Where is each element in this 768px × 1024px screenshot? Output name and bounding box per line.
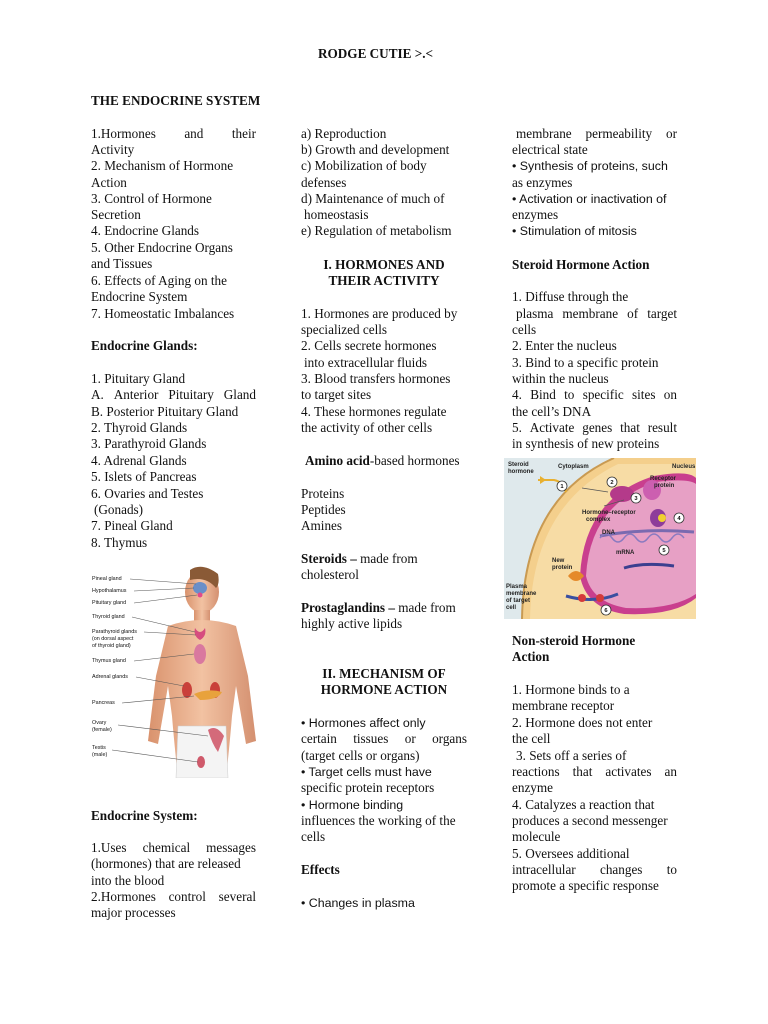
steroids-term: Steroids – bbox=[301, 551, 357, 566]
mechanism-word: or bbox=[404, 731, 416, 746]
diagram-label: Nucleus bbox=[672, 464, 696, 470]
toc-item-6: 6. Effects of Aging on the bbox=[91, 273, 228, 288]
nonsteroid-line-13: promote a specific response bbox=[512, 878, 659, 893]
steroid-word: Activate bbox=[529, 420, 575, 435]
toc-item-6-cont: Endocrine System bbox=[91, 289, 188, 304]
nonsteroid-word: that bbox=[572, 764, 593, 779]
activity-line-6: to target sites bbox=[301, 387, 372, 402]
nonsteroid-line-12 bbox=[512, 862, 677, 878]
toc-word: their bbox=[231, 126, 256, 141]
mechanism-line-6: • Hormone binding bbox=[301, 798, 404, 812]
mechanism-line-4: • Target cells must have bbox=[301, 765, 432, 779]
nonsteroid-line-11: 5. Oversees additional bbox=[512, 846, 630, 861]
toc-item-1 bbox=[91, 126, 256, 142]
steroid-action-heading: Steroid Hormone Action bbox=[512, 257, 650, 272]
steroid-line-8: the cell’s DNA bbox=[512, 404, 592, 419]
figure-label: Thymus gland bbox=[92, 658, 126, 664]
steroid-line-5: 3. Bind to a specific protein bbox=[512, 355, 659, 370]
prostaglandins-rest: made from bbox=[398, 600, 456, 615]
diagram-label: Cytoplasm bbox=[558, 464, 589, 470]
section-1-heading-cont: THEIR ACTIVITY bbox=[328, 273, 440, 288]
process-a: a) Reproduction bbox=[301, 126, 387, 141]
prostaglandins-line bbox=[301, 600, 456, 616]
system-line-3: into the blood bbox=[91, 873, 165, 888]
effects-cont-line-7: • Stimulation of mitosis bbox=[512, 224, 637, 238]
system-word: 1.Uses bbox=[91, 840, 127, 855]
diagram-label: DNA bbox=[602, 530, 615, 536]
steroid-word: to bbox=[564, 387, 575, 402]
diagram-label: protein bbox=[654, 483, 675, 489]
steroid-line-10: in synthesis of new proteins bbox=[512, 436, 660, 451]
toc-item-2-cont: Action bbox=[91, 175, 127, 190]
mechanism-line-7: influences the working of the bbox=[301, 813, 456, 828]
activity-line-5: 3. Blood transfers hormones bbox=[301, 371, 451, 386]
diagram-label: mRNA bbox=[616, 550, 635, 556]
nonsteroid-word: changes bbox=[599, 862, 643, 877]
steroid-word: membrane bbox=[562, 306, 619, 321]
gland-word: Anterior bbox=[113, 387, 159, 402]
hormone-type-proteins: Proteins bbox=[301, 486, 345, 501]
effects-cont-line-3: • Synthesis of proteins, such bbox=[512, 159, 668, 173]
effects-word: membrane bbox=[516, 126, 572, 141]
steroid-word: of bbox=[627, 306, 639, 321]
nonsteroid-line-4: the cell bbox=[512, 731, 551, 746]
mechanism-line-5: specific protein receptors bbox=[301, 780, 435, 795]
diagram-label: hormone bbox=[508, 469, 534, 475]
toc-item-5-cont: and Tissues bbox=[91, 256, 153, 271]
system-line-1 bbox=[91, 840, 256, 856]
steroids-rest: made from bbox=[360, 551, 418, 566]
gland-word: A. bbox=[91, 387, 104, 402]
system-word: several bbox=[218, 889, 256, 904]
process-d-cont: homeostasis bbox=[304, 207, 369, 222]
process-e: e) Regulation of metabolism bbox=[301, 223, 452, 238]
effects-word: or bbox=[666, 126, 677, 141]
step-number: 3 bbox=[634, 496, 638, 502]
figure-label: Pineal gland bbox=[92, 576, 122, 582]
process-d: d) Maintenance of much of bbox=[301, 191, 445, 206]
gland-6: 6. Ovaries and Testes bbox=[91, 486, 204, 501]
system-word: control bbox=[168, 889, 206, 904]
diagram-label: of target bbox=[506, 598, 530, 604]
effects-cont-line-4: as enzymes bbox=[512, 175, 573, 190]
effects-cont-line-6: enzymes bbox=[512, 207, 559, 222]
steroid-word: result bbox=[647, 420, 677, 435]
nonsteroid-word: an bbox=[664, 764, 677, 779]
steroid-line-9 bbox=[512, 420, 677, 436]
steroid-word: 5. bbox=[512, 420, 522, 435]
toc-item-5: 5. Other Endocrine Organs bbox=[91, 240, 233, 255]
system-line-2: (hormones) that are released bbox=[91, 856, 241, 871]
effects-word: permeability bbox=[585, 126, 653, 141]
system-word: chemical bbox=[142, 840, 191, 855]
activity-line-7: 4. These hormones regulate bbox=[301, 404, 447, 419]
figure-label: of thyroid gland) bbox=[92, 643, 131, 649]
toc-item-4: 4. Endocrine Glands bbox=[91, 223, 200, 238]
mechanism-word: tissues bbox=[353, 731, 389, 746]
body-silhouette bbox=[148, 567, 256, 778]
figure-label: Pancreas bbox=[92, 700, 115, 706]
mechanism-line-3: (target cells or organs) bbox=[301, 748, 420, 763]
effects-cont-line-2: electrical state bbox=[512, 142, 588, 157]
section-2-heading-cont: HORMONE ACTION bbox=[320, 682, 448, 697]
steroid-word: Bind bbox=[530, 387, 556, 402]
activity-line-8: the activity of other cells bbox=[301, 420, 433, 435]
figure-label: Adrenal glands bbox=[92, 674, 128, 680]
glands-heading: Endocrine Glands: bbox=[91, 338, 198, 353]
nonsteroid-word: to bbox=[666, 862, 677, 877]
gland-7: 7. Pineal Gland bbox=[91, 518, 173, 533]
process-c: c) Mobilization of body bbox=[301, 158, 427, 173]
nonsteroid-word: activates bbox=[605, 764, 652, 779]
steroid-word: genes bbox=[582, 420, 613, 435]
activity-line-4: into extracellular fluids bbox=[304, 355, 428, 370]
nonsteroid-line-10: molecule bbox=[512, 829, 561, 844]
toc-item-3: 3. Control of Hormone bbox=[91, 191, 212, 206]
activity-line-2: specialized cells bbox=[301, 322, 388, 337]
activity-line-3: 2. Cells secrete hormones bbox=[301, 338, 437, 353]
figure-label: (on dorsal aspect bbox=[92, 636, 134, 642]
gland-6-cont: (Gonads) bbox=[94, 502, 144, 517]
figure-label: Pituitary gland bbox=[92, 600, 127, 606]
system-heading: Endocrine System: bbox=[91, 808, 198, 823]
nonsteroid-line-2: membrane receptor bbox=[512, 698, 615, 713]
prostaglandins-term: Prostaglandins – bbox=[301, 600, 395, 615]
steroid-word: that bbox=[620, 420, 640, 435]
toc-word: 1.Hormones bbox=[91, 126, 156, 141]
section-2-heading: II. MECHANISM OF bbox=[322, 666, 446, 681]
process-c-cont: defenses bbox=[301, 175, 347, 190]
steroid-word: sites bbox=[632, 387, 656, 402]
step-number: 1 bbox=[560, 484, 564, 490]
figure-label: Testis bbox=[92, 745, 106, 751]
steroid-line-4: 2. Enter the nucleus bbox=[512, 338, 617, 353]
effects-heading: Effects bbox=[301, 862, 340, 877]
nonsteroid-line-3: 2. Hormone does not enter bbox=[512, 715, 653, 730]
diagram-label: cell bbox=[506, 605, 517, 611]
steroid-word: target bbox=[647, 306, 677, 321]
system-line-4 bbox=[91, 889, 256, 905]
steroid-word: plasma bbox=[516, 306, 554, 321]
toc-item-1-cont: Activity bbox=[91, 142, 135, 157]
mechanism-word: certain bbox=[301, 731, 337, 746]
mechanism-line-1: • Hormones affect only bbox=[301, 716, 426, 730]
nonsteroid-line-6 bbox=[512, 764, 677, 780]
steroid-word: on bbox=[663, 387, 677, 402]
step-number: 2 bbox=[610, 480, 614, 486]
diagram-label: Plasma bbox=[506, 584, 528, 590]
mechanism-word: organs bbox=[432, 731, 467, 746]
gland-1: 1. Pituitary Gland bbox=[91, 371, 186, 386]
gland-2: 2. Thyroid Glands bbox=[91, 420, 188, 435]
diagram-label: Hormone–receptor bbox=[582, 510, 636, 516]
prostaglandins-line-2: highly active lipids bbox=[301, 616, 403, 631]
nonsteroid-word: reactions bbox=[512, 764, 560, 779]
figure-label: (female) bbox=[92, 727, 112, 733]
steroid-word: specific bbox=[582, 387, 624, 402]
author-heading: RODGE CUTIE >.< bbox=[318, 46, 434, 61]
gland-8: 8. Thymus bbox=[91, 535, 148, 550]
nonsteroid-line-5: 3. Sets off a series of bbox=[516, 748, 627, 763]
diagram-label: membrane bbox=[506, 591, 537, 597]
steroid-line-3: cells bbox=[512, 322, 537, 337]
steroids-line bbox=[301, 551, 418, 567]
figure-label: Ovary bbox=[92, 720, 107, 726]
system-line-5: major processes bbox=[91, 905, 176, 920]
steroid-line-6: within the nucleus bbox=[512, 371, 609, 386]
gland-4: 4. Adrenal Glands bbox=[91, 453, 187, 468]
system-word: messages bbox=[206, 840, 256, 855]
steroids-line-2: cholesterol bbox=[301, 567, 359, 582]
diagram-label: New bbox=[552, 558, 565, 564]
steroid-word: 4. bbox=[512, 387, 522, 402]
steroid-hormone-diagram bbox=[504, 458, 696, 619]
toc-item-2: 2. Mechanism of Hormone bbox=[91, 158, 234, 173]
nonsteroid-line-7: enzyme bbox=[512, 780, 554, 795]
hormone-type-amines: Amines bbox=[301, 518, 343, 533]
steroid-line-1: 1. Diffuse through the bbox=[512, 289, 629, 304]
toc-item-7: 7. Homeostatic Imbalances bbox=[91, 306, 235, 321]
system-word: 2.Hormones bbox=[91, 889, 156, 904]
steroid-line-7 bbox=[512, 387, 677, 403]
nonsteroid-line-1: 1. Hormone binds to a bbox=[512, 682, 630, 697]
doc-title: THE ENDOCRINE SYSTEM bbox=[91, 93, 261, 108]
mechanism-line-2 bbox=[301, 731, 467, 747]
diagram-label: protein bbox=[552, 565, 573, 571]
nonsteroid-action-heading-cont: Action bbox=[512, 649, 550, 664]
gland-word: Pituitary bbox=[168, 387, 214, 402]
effects-cont-line-1 bbox=[516, 126, 677, 142]
figure-label: (male) bbox=[92, 752, 108, 758]
mechanism-line-8: cells bbox=[301, 829, 326, 844]
diagram-label: complex bbox=[586, 517, 611, 523]
amino-acid-line bbox=[305, 453, 460, 469]
nonsteroid-action-heading: Non-steroid Hormone bbox=[512, 633, 636, 648]
section-1-heading: I. HORMONES AND bbox=[323, 257, 445, 272]
nonsteroid-line-8: 4. Catalyzes a reaction that bbox=[512, 797, 655, 812]
endocrine-anatomy-figure bbox=[90, 566, 262, 778]
diagram-label: Steroid bbox=[508, 462, 529, 468]
effects-cont-line-5: • Activation or inactivation of bbox=[512, 192, 667, 206]
nonsteroid-word: intracellular bbox=[512, 862, 576, 877]
figure-label: Hypothalamus bbox=[92, 588, 127, 594]
gland-3: 3. Parathyroid Glands bbox=[91, 436, 207, 451]
effects-line-1: • Changes in plasma bbox=[301, 896, 415, 910]
process-b: b) Growth and development bbox=[301, 142, 450, 157]
step-number: 4 bbox=[677, 516, 681, 522]
step-number: 6 bbox=[604, 608, 608, 614]
activity-line-1: 1. Hormones are produced by bbox=[301, 306, 458, 321]
gland-1b: B. Posterior Pituitary Gland bbox=[91, 404, 239, 419]
figure-label: Thyroid gland bbox=[92, 614, 125, 620]
step-number: 5 bbox=[662, 548, 666, 554]
gland-5: 5. Islets of Pancreas bbox=[91, 469, 197, 484]
diagram-label: Receptor bbox=[650, 476, 677, 482]
amino-acid-rest: -based hormones bbox=[369, 453, 460, 468]
toc-item-3-cont: Secretion bbox=[91, 207, 141, 222]
hormone-type-peptides: Peptides bbox=[301, 502, 346, 517]
gland-1a bbox=[91, 387, 256, 403]
nonsteroid-line-9: produces a second messenger bbox=[512, 813, 668, 828]
amino-acid-term: Amino acid bbox=[305, 453, 370, 468]
steroid-line-2 bbox=[516, 306, 677, 322]
toc-word: and bbox=[184, 126, 204, 141]
figure-label: Parathyroid glands bbox=[92, 629, 137, 635]
gland-word: Gland bbox=[223, 387, 256, 402]
